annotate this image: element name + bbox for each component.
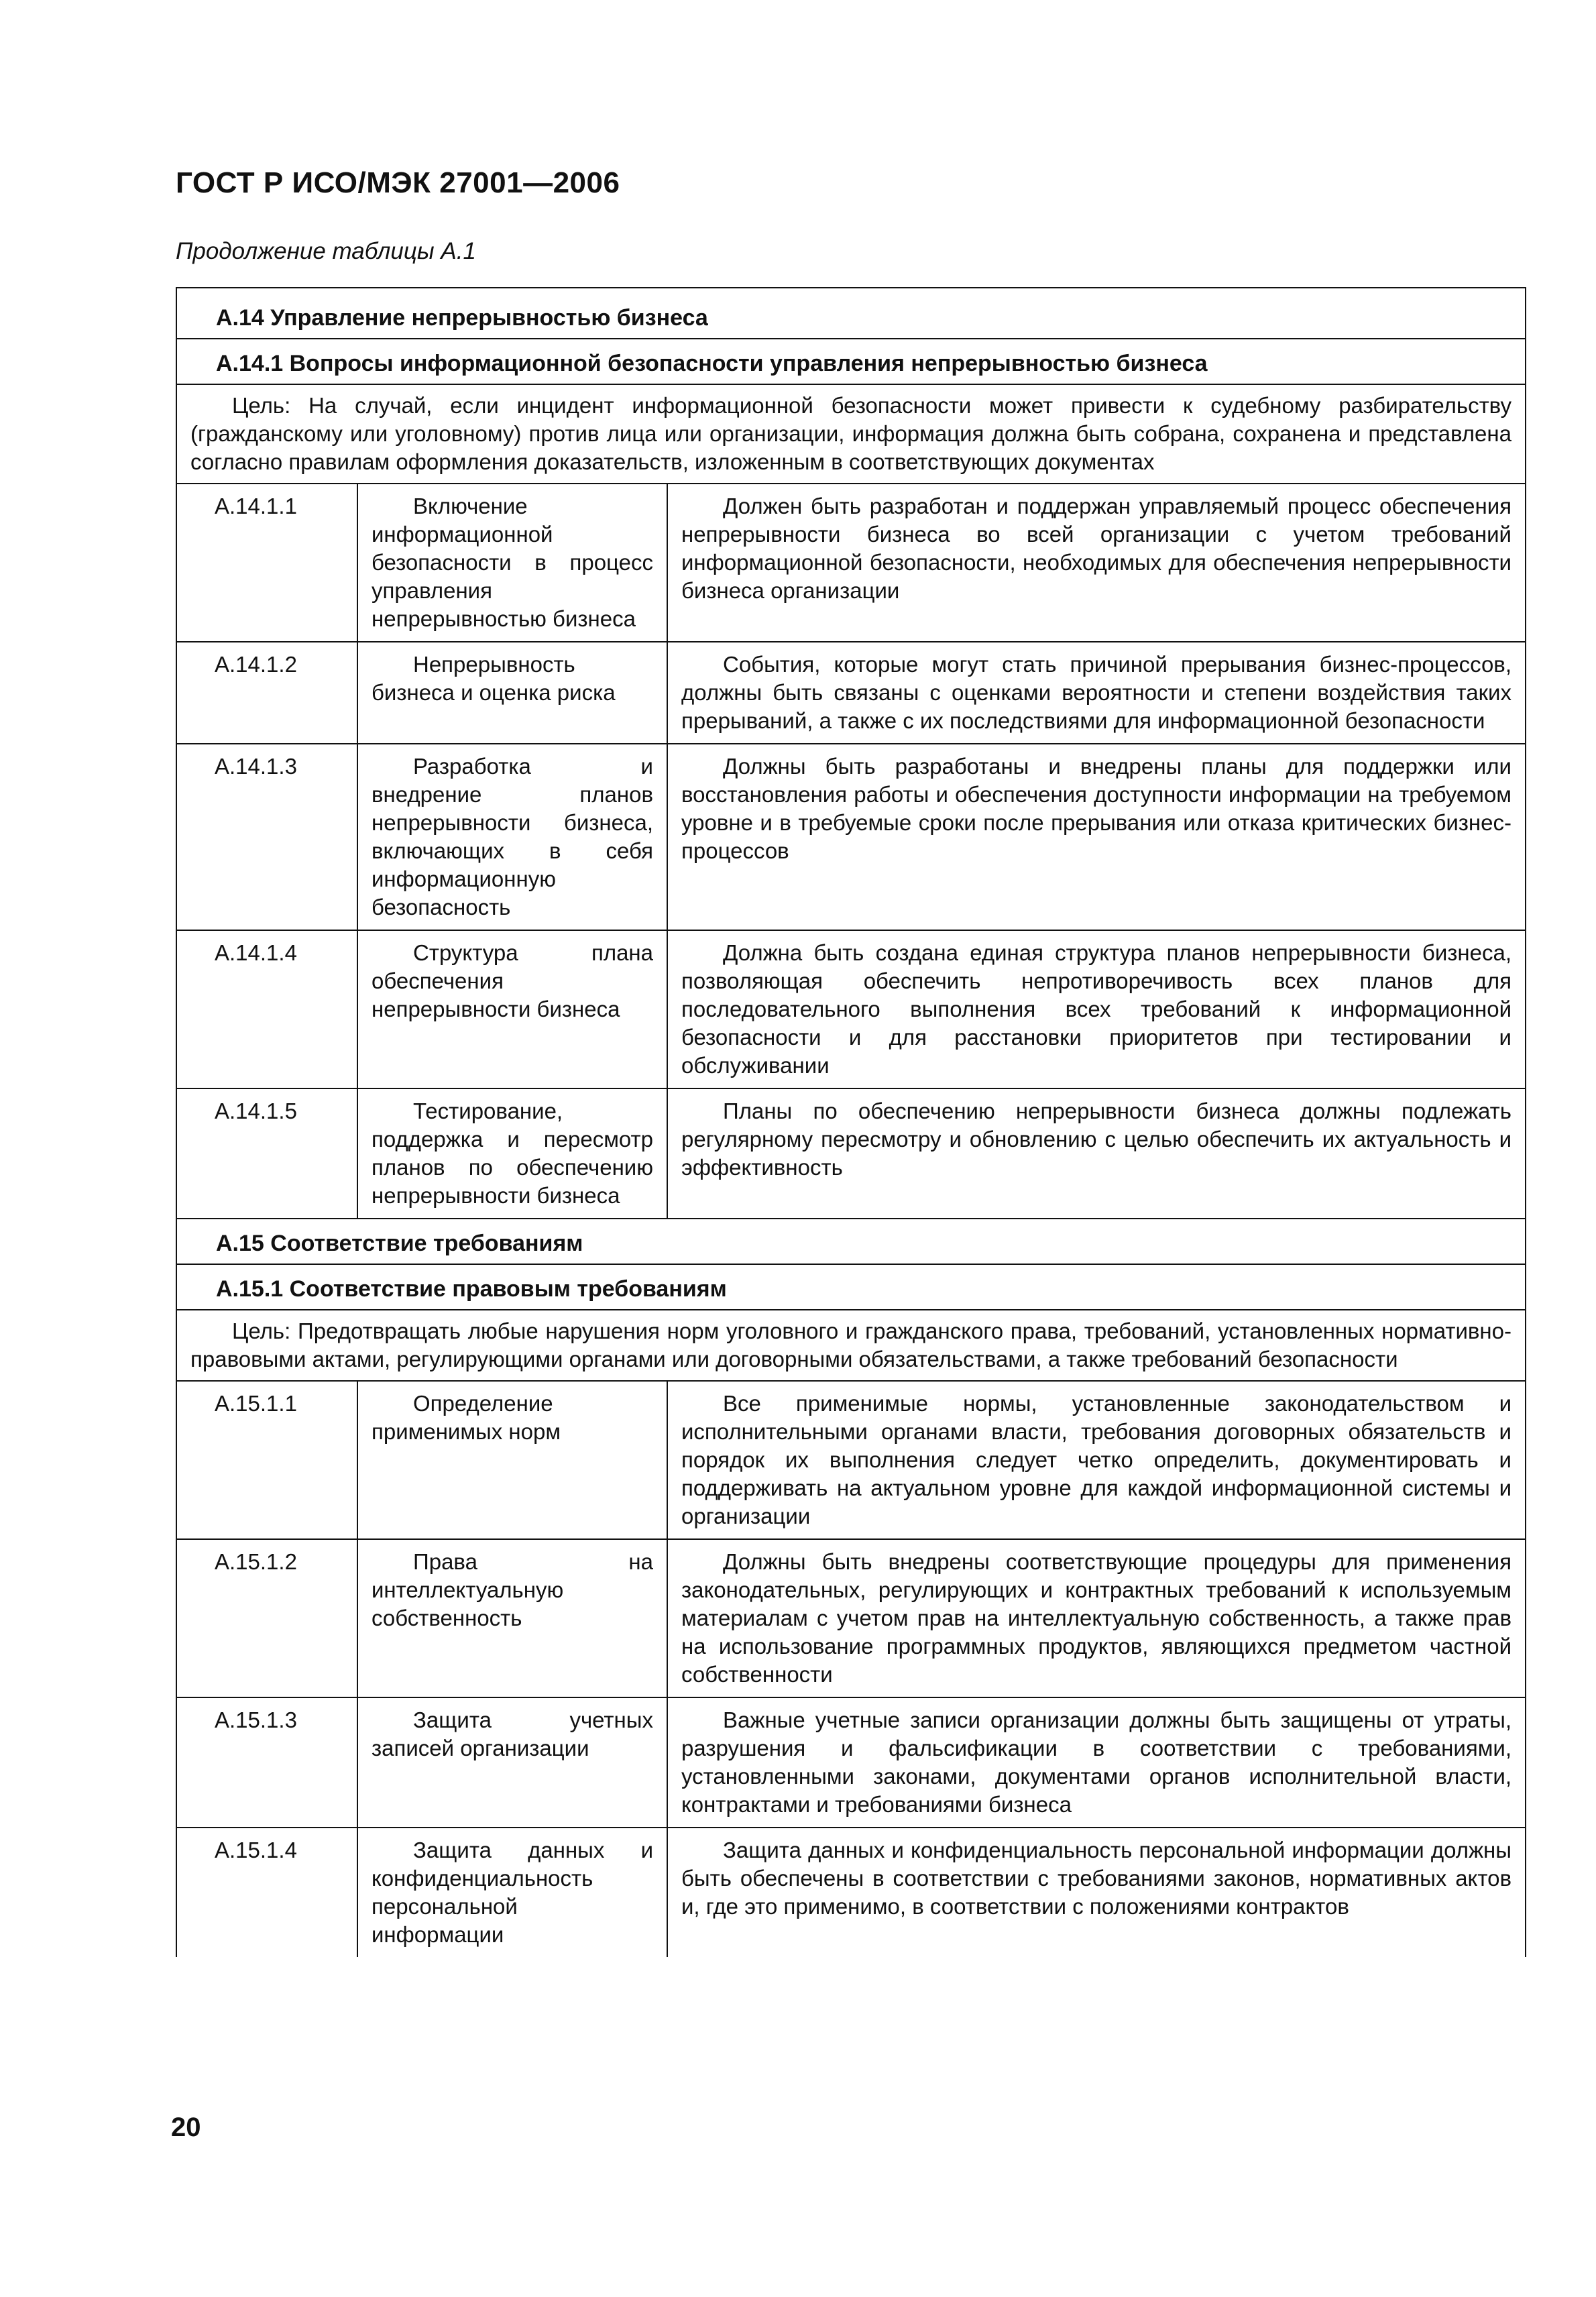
table-row (177, 641, 1525, 743)
subsection-title: А.15.1 Соответствие правовым требованиям (177, 1264, 1525, 1309)
table-row (177, 1088, 1525, 1218)
control-id: А.14.1.1 (215, 494, 297, 518)
controls-table (176, 287, 1526, 1957)
control-description: Планы по обеспечению непрерывности бизнеса должны подлежать регулярному пересмотру и обновлению с целью обеспечить их актуальность и эффективность (667, 1089, 1525, 1218)
control-id: А.15.1.2 (215, 1549, 297, 1574)
control-id: А.14.1.2 (215, 652, 297, 677)
control-description: Должны быть внедрены соответствующие процедуры для применения законодательных, регулирующих и контрактных требований к используемым материалам с учетом прав на интеллектуальную собственность, а также прав на использование программных продуктов, являющихся предметом частной собственности (667, 1540, 1525, 1697)
table-row (177, 930, 1525, 1088)
table-row (177, 1538, 1525, 1697)
control-name: Определение применимых норм (357, 1382, 667, 1538)
table-row (177, 483, 1525, 641)
table-row (177, 1380, 1525, 1538)
control-id: А.15.1.3 (215, 1707, 297, 1732)
table-row (177, 743, 1525, 930)
control-id: А.15.1.4 (215, 1838, 297, 1862)
control-id: А.15.1.1 (215, 1391, 297, 1416)
control-name: Структура плана обеспечения непрерывности бизнеса (357, 931, 667, 1088)
table-row (177, 1827, 1525, 1957)
control-description: Защита данных и конфиденциальность персональной информации должны быть обеспечены в соответствии с требованиями законов, нормативных актов и, где это применимо, в соответствии с положениями контрактов (667, 1828, 1525, 1957)
control-description: События, которые могут стать причиной прерывания бизнес-процессов, должны быть связаны с оценками вероятности и степени воздействия таких прерываний, а также с их последствиями для информационной безопасности (667, 642, 1525, 743)
page-number: 20 (171, 2113, 201, 2142)
subsection-title: А.14.1 Вопросы информационной безопасности управления непрерывностью бизнеса (177, 338, 1525, 384)
section-title: А.14 Управление непрерывностью бизнеса (216, 305, 708, 331)
control-name: Непрерывность бизнеса и оценка риска (357, 642, 667, 743)
control-name: Защита учетных записей организации (357, 1698, 667, 1827)
document-header: ГОСТ Р ИСО/МЭК 27001—2006 (176, 166, 620, 199)
control-name: Тестирование, поддержка и пересмотр планов по обеспечению непрерывности бизнеса (357, 1089, 667, 1218)
control-id: А.14.1.3 (215, 754, 297, 779)
control-description: Должен быть разработан и поддержан управляемый процесс обеспечения непрерывности бизнеса во всей организации с учетом требований информационной безопасности, необходимых для обеспечения непрерывности бизнеса организации (667, 484, 1525, 641)
subsection-goal: Цель: Предотвращать любые нарушения норм уголовного и гражданского права, требований, установленных нормативно-правовыми актами, регулирующими органами или договорными обязательствами, а также требований безопасности (177, 1309, 1525, 1380)
subsection-goal: Цель: На случай, если инцидент информационной безопасности может привести к судебному разбирательству (гражданскому или уголовному) против лица или организации, информация должна быть собрана, сохранена и представлена согласно правилам оформления доказательств, изложенным в соответствующих документах (177, 384, 1525, 483)
table-row (177, 1697, 1525, 1827)
control-name: Разработка и внедрение планов непрерывности бизнеса, включающих в себя информационную безопасность (357, 744, 667, 930)
control-name: Защита данных и конфиденциальность персональной информации (357, 1828, 667, 1957)
control-name: Включение информационной безопасности в процесс управления непрерывностью бизнеса (357, 484, 667, 641)
control-description: Все применимые нормы, установленные законодательством и исполнительными органами власти, требования договорных обязательств и порядок их выполнения следует четко определить, документировать и поддерживать на актуальном уровне для каждой информационной системы и организации (667, 1382, 1525, 1538)
control-description: Должна быть создана единая структура планов непрерывности бизнеса, позволяющая обеспечить непротиворечивость всех планов для последовательного выполнения всех требований к информационной безопасности и для расстановки приоритетов при тестировании и обслуживании (667, 931, 1525, 1088)
control-id: А.14.1.5 (215, 1099, 297, 1123)
control-id: А.14.1.4 (215, 940, 297, 965)
control-description: Важные учетные записи организации должны быть защищены от утраты, разрушения и фальсификации в соответствии с требованиями, установленными законами, документами органов исполнительной власти, контрактами и требованиями бизнеса (667, 1698, 1525, 1827)
control-description: Должны быть разработаны и внедрены планы для поддержки или восстановления работы и обеспечения доступности информации на требуемом уровне и в требуемые сроки после прерывания или отказа критических бизнес-процессов (667, 744, 1525, 930)
section-title: А.15 Соответствие требованиям (177, 1218, 1525, 1264)
control-name: Права на интеллектуальную собственность (357, 1540, 667, 1697)
table-caption: Продолжение таблицы А.1 (176, 238, 476, 264)
